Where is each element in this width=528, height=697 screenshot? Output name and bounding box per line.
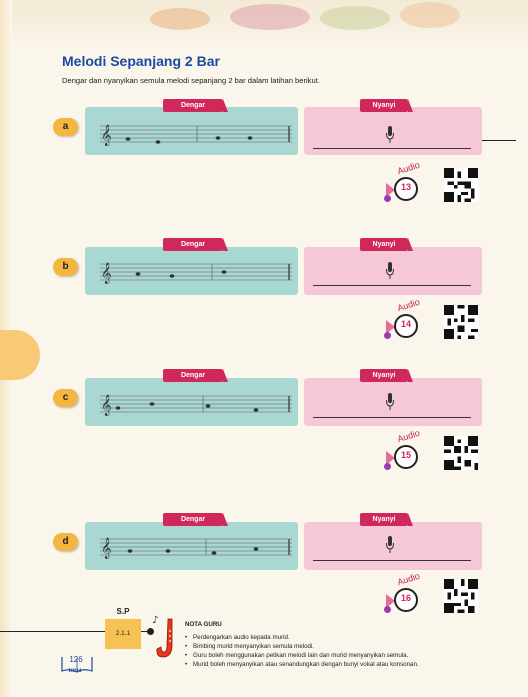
saxophone-icon [152,613,182,661]
listen-tag: Dengar [163,513,223,526]
teacher-notes-heading: NOTA GURU [185,621,222,628]
answer-line [313,560,471,561]
sing-tag: Nyanyi [360,238,408,251]
audio-dot [384,463,391,470]
instruction-text: Dengar dan nyanyikan semula melodi sepanjang 2 bar dalam latihan berikut. [62,76,320,85]
listen-tag: Dengar [163,99,223,112]
audio-icon[interactable] [386,427,424,473]
answer-line [313,285,471,286]
exercise-label: a [53,118,78,136]
audio-word: Audio [396,159,422,177]
sing-tag: Nyanyi [360,99,408,112]
side-thumb-tab [0,330,40,380]
answer-line [313,148,471,149]
publisher-logo: KPM [68,668,82,674]
qr-code-icon[interactable] [444,168,478,202]
audio-dot [384,606,391,613]
svg-text:𝄞: 𝄞 [101,263,112,284]
audio-icon[interactable] [386,159,424,205]
listen-tag: Dengar [163,238,223,251]
page-title: Melodi Sepanjang 2 Bar [62,53,220,69]
audio-track-number: 16 [400,593,411,603]
audio-icon[interactable] [386,296,424,342]
teacher-notes-list [185,633,419,669]
sp-value: 2.1.1 [115,630,131,637]
list-item: • Perdengarkan audio kepada murid. [185,633,419,642]
exercise-label: b [53,258,78,276]
list-item: • Guru boleh menggunakan petikan melodi lain dan murid menyanyikan semula. [185,651,419,660]
microphone-icon [385,262,395,280]
sing-tag: Nyanyi [360,369,408,382]
audio-track-number: 14 [400,319,411,329]
music-staff [100,262,292,284]
qr-code-icon[interactable] [444,579,478,613]
exercise-label: d [53,533,78,551]
audio-word: Audio [396,296,422,314]
listen-tag: Dengar [163,369,223,382]
audio-icon[interactable] [386,570,424,616]
svg-text:𝄞: 𝄞 [101,538,112,559]
svg-text:𝄞: 𝄞 [101,395,112,416]
audio-track-number: 15 [400,450,411,460]
answer-line [313,417,471,418]
audio-dot [384,195,391,202]
microphone-icon [385,536,395,554]
qr-code-icon[interactable] [444,436,478,470]
page-number: 126 [69,655,83,664]
microphone-icon [385,393,395,411]
sp-title: S.P [116,607,130,616]
music-staff [100,394,292,416]
audio-track-number: 13 [400,182,411,192]
list-item: • Bimbing murid menyanyikan semula melodi. [185,642,419,651]
audio-word: Audio [396,427,422,445]
audio-word: Audio [396,570,422,588]
exercise-label: c [53,389,78,407]
sing-tag: Nyanyi [360,513,408,526]
music-staff [100,537,292,559]
qr-code-icon[interactable] [444,305,478,339]
svg-text:𝄞: 𝄞 [101,125,112,146]
audio-dot [384,332,391,339]
svg-text:♪: ♪ [152,615,159,626]
list-item: • Murid boleh menyanyikan atau senandungkan dengan bunyi vokal atau konsonan. [185,660,419,669]
